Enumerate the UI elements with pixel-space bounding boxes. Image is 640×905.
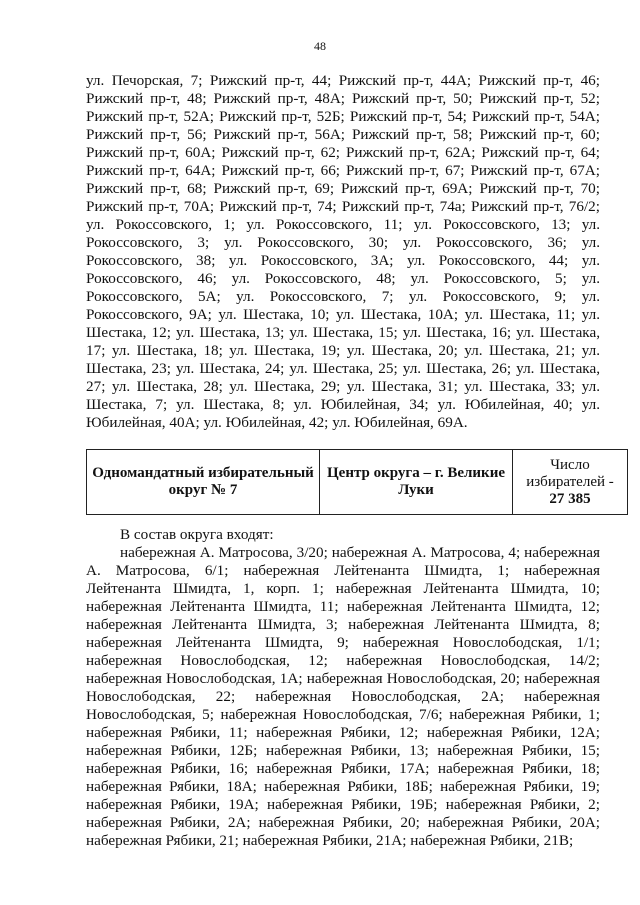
page-number: 48 (314, 39, 326, 53)
district-info-table (86, 449, 628, 515)
voters-count: 27 385 (549, 490, 591, 507)
district-center-cell: Центр округа – г. Великие Луки (320, 450, 513, 515)
district-intro-line: В состав округа входят: (120, 526, 274, 543)
district-address-paragraph: набережная А. Матросова, 3/20; набережная А. Матросова, 4; набережная А. Матросова, 6/1; набережная Лейтенанта Шмидта, 1; набережная Лейтенанта Шмидта, 1, корп. 1; набережная Лейтенанта Шмидта, 10; набережная Лейтенанта Шмидта, 11; набережная Лейтенанта Шмидта, 12; набережная Лейтенанта Шмидта, 3; набережная Лейтенанта Шмидта, 8; набережная Лейтенанта Шмидта, 9; набережная Новослободская, 1/1; набережная Новослободская, 12; набережная Новослободская, 14/2; набережная Новослободская, 1А; набережная Новослободская, 20; набережная Новослободская, 22; набережная Новослободская, 2А; набережная Новослободская, 5; набережная Новослободская, 7/6; набережная Рябики, 1; набережная Рябики, 11; набережная Рябики, 12; набережная Рябики, 12А; набережная Рябики, 12Б; набережная Рябики, 13; набережная Рябики, 15; набережная Рябики, 16; набережная Рябики, 17А; набережная Рябики, 18; набережная Рябики, 18А; набережная Рябики, 18Б; набережная Рябики, 19; набережная Рябики, 19А; набережная Рябики, 19Б; набережная Рябики, 2; набережная Рябики, 2А; набережная Рябики, 20; набережная Рябики, 20А; набережная Рябики, 21; набережная Рябики, 21А; набережная Рябики, 21В; (86, 544, 600, 849)
voters-cell (513, 450, 628, 515)
voters-label: Число избирателей - (526, 456, 614, 490)
district-cell: Одномандатный избирательный округ № 7 (87, 450, 320, 515)
table-row (87, 450, 628, 515)
address-list-paragraph: ул. Печорская, 7; Рижский пр-т, 44; Рижский пр-т, 44А; Рижский пр-т, 46; Рижский пр-т, 48; Рижский пр-т, 48А; Рижский пр-т, 50; Рижский пр-т, 52; Рижский пр-т, 52А; Рижский пр-т, 52Б; Рижский пр-т, 54; Рижский пр-т, 54А; Рижский пр-т, 56; Рижский пр-т, 56А; Рижский пр-т, 58; Рижский пр-т, 60; Рижский пр-т, 60А; Рижский пр-т, 62; Рижский пр-т, 62А; Рижский пр-т, 64; Рижский пр-т, 64А; Рижский пр-т, 66; Рижский пр-т, 67; Рижский пр-т, 67А; Рижский пр-т, 68; Рижский пр-т, 69; Рижский пр-т, 69А; Рижский пр-т, 70; Рижский пр-т, 70А; Рижский пр-т, 74; Рижский пр-т, 74а; Рижский пр-т, 76/2; ул. Рокоссовского, 1; ул. Рокоссовского, 11; ул. Рокоссовского, 13; ул. Рокоссовского, 3; ул. Рокоссовского, 30; ул. Рокоссовского, 36; ул. Рокоссовского, 38; ул. Рокоссовского, 3А; ул. Рокоссовского, 44; ул. Рокоссовского, 46; ул. Рокоссовского, 48; ул. Рокоссовского, 5; ул. Рокоссовского, 5А; ул. Рокоссовского, 7; ул. Рокоссовского, 9; ул. Рокоссовского, 9А; ул. Шестака, 10; ул. Шестака, 10А; ул. Шестака, 11; ул. Шестака, 12; ул. Шестака, 13; ул. Шестака, 15; ул. Шестака, 16; ул. Шестака, 17; ул. Шестака, 18; ул. Шестака, 19; ул. Шестака, 20; ул. Шестака, 21; ул. Шестака, 23; ул. Шестака, 24; ул. Шестака, 25; ул. Шестака, 26; ул. Шестака, 27; ул. Шестака, 28; ул. Шестака, 29; ул. Шестака, 31; ул. Шестака, 33; ул. Шестака, 7; ул. Шестака, 8; ул. Юбилейная, 34; ул. Юбилейная, 40; ул. Юбилейная, 40А; ул. Юбилейная, 42; ул. Юбилейная, 69А. (86, 72, 600, 431)
